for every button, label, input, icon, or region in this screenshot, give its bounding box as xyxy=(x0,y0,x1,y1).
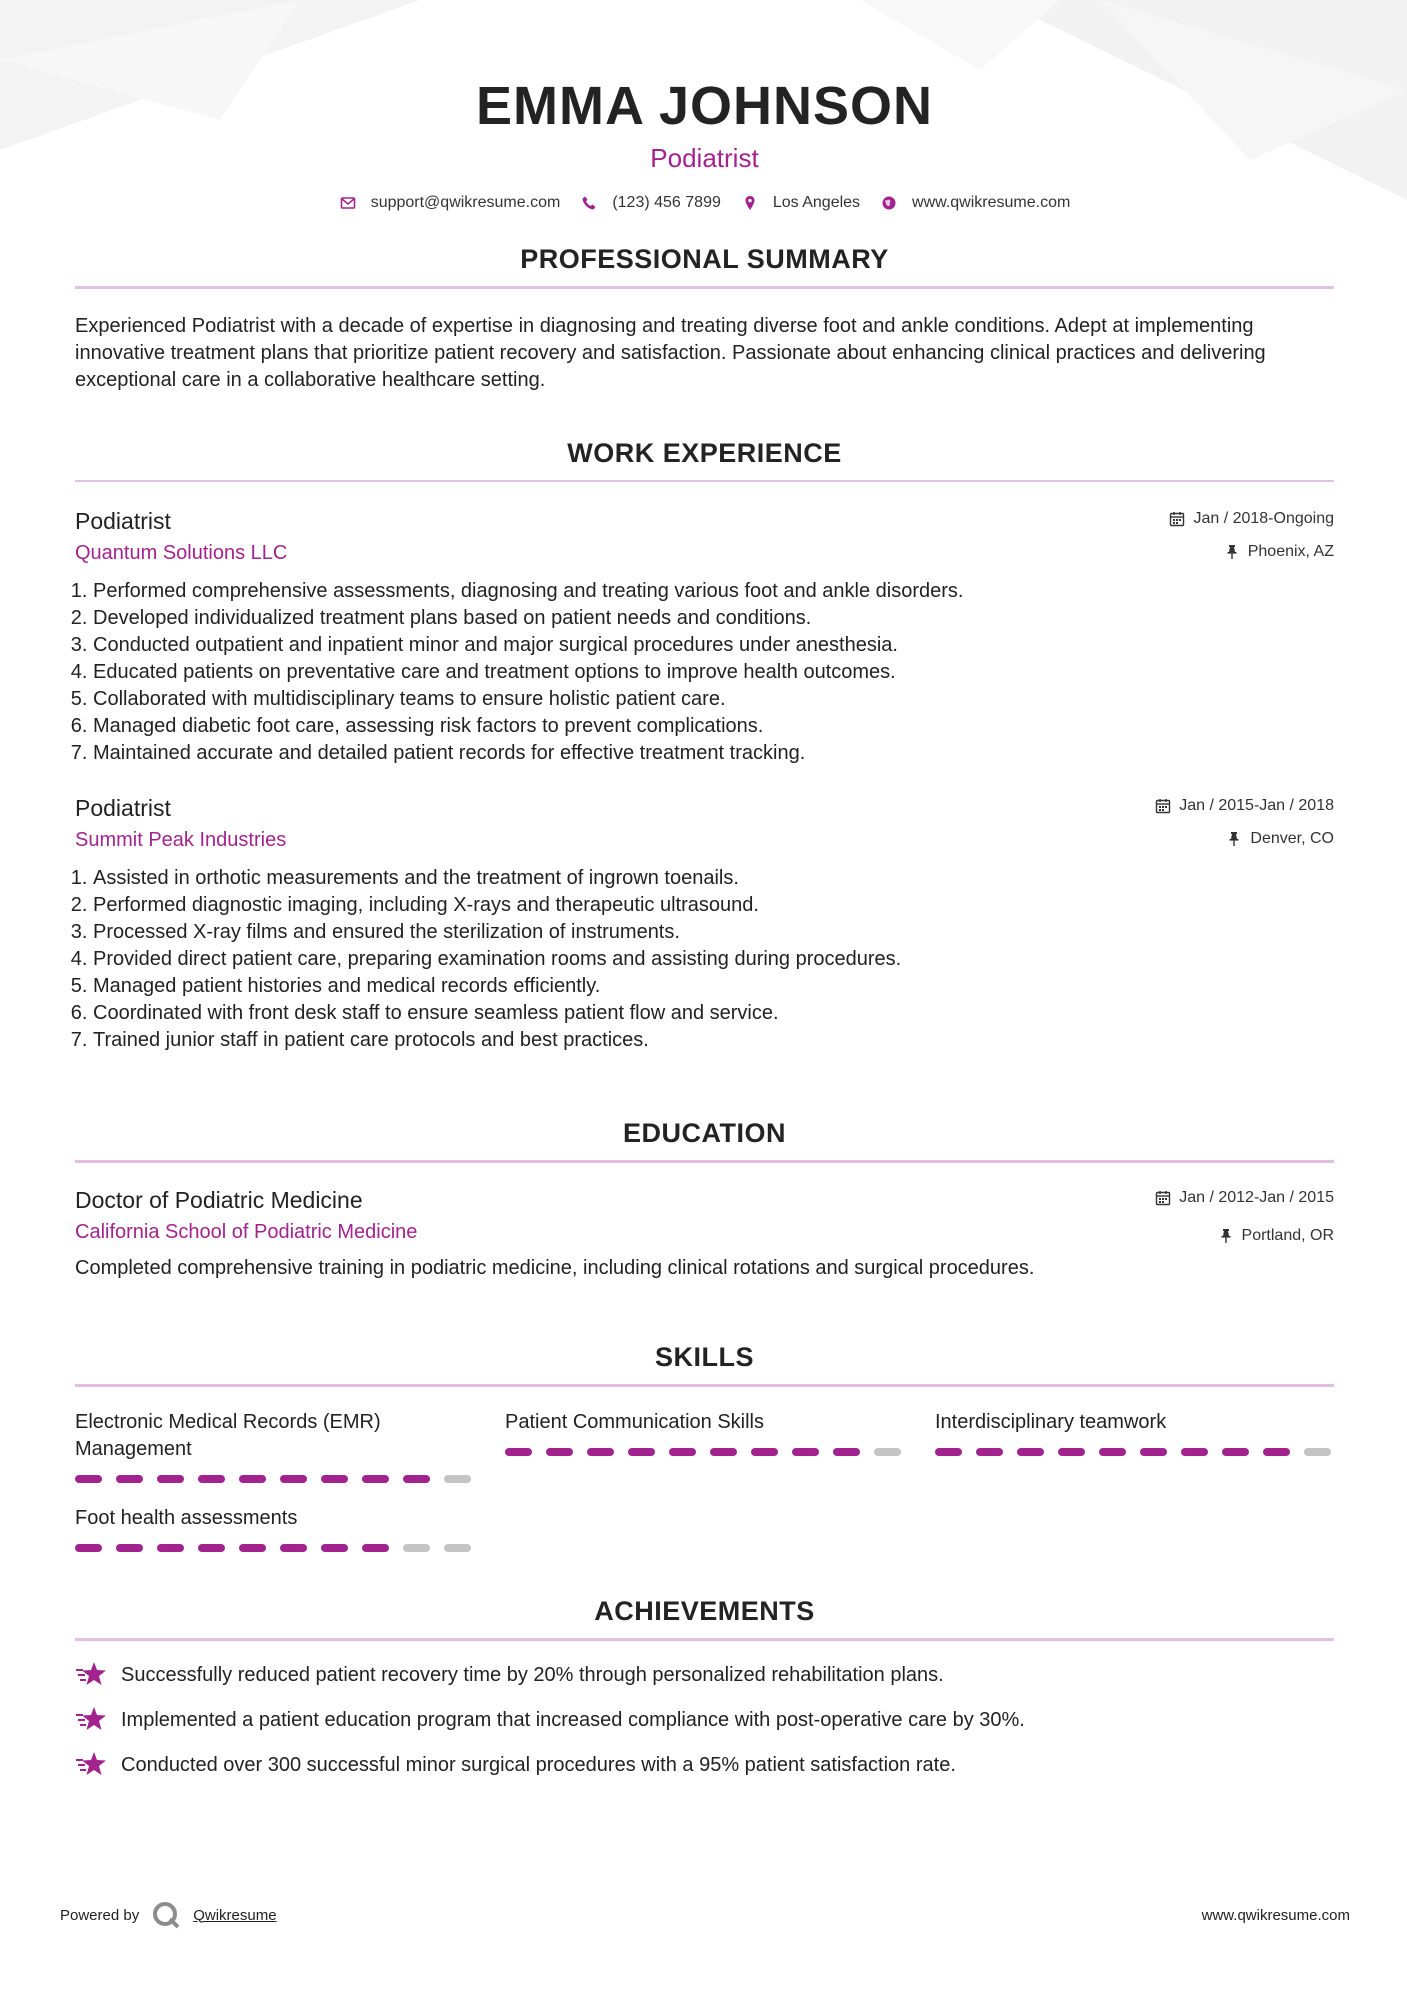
section-divider xyxy=(75,1160,1334,1163)
contact-website[interactable] xyxy=(880,194,1070,212)
skill-segment-filled xyxy=(321,1544,348,1552)
skill-segment-filled xyxy=(1263,1448,1290,1456)
skill-segment-filled xyxy=(157,1544,184,1552)
achievements-list xyxy=(75,1661,1334,1779)
candidate-title: Podiatrist xyxy=(650,143,759,173)
skill-segment-filled xyxy=(1099,1448,1126,1456)
skill-level-bar xyxy=(75,1475,475,1483)
duty-item: 6. Managed diabetic foot care, assessing risk factors to prevent complications. xyxy=(93,713,1334,740)
skill-segment-filled xyxy=(710,1448,737,1456)
calendar-icon xyxy=(1155,1190,1171,1206)
section-title: PROFESSIONAL SUMMARY xyxy=(520,244,889,274)
skill-segment-filled xyxy=(669,1448,696,1456)
job-dates xyxy=(1155,793,1334,819)
powered-by-label: Powered by xyxy=(60,1906,140,1924)
star-icon xyxy=(75,1661,107,1689)
section-title: SKILLS xyxy=(654,1342,754,1372)
page-footer xyxy=(60,1900,1350,1930)
skill-name: Foot health assessments xyxy=(75,1507,298,1529)
brand-link[interactable]: Qwikresume xyxy=(193,1906,277,1924)
achievement-text: Conducted over 300 successful minor surgical procedures with a 95% patient satisfaction rate. xyxy=(121,1753,956,1776)
job-duties xyxy=(75,865,1334,1054)
contact-phone[interactable] xyxy=(580,194,721,212)
skill-item xyxy=(935,1409,1335,1483)
education-entry xyxy=(75,1185,1334,1282)
job-company: Quantum Solutions LLC xyxy=(75,542,288,564)
calendar-icon xyxy=(1155,798,1171,814)
skills-section xyxy=(75,1340,1334,1552)
duty-item: 5. Collaborated with multidisciplinary teams to ensure holistic patient care. xyxy=(93,686,1334,713)
skill-segment-filled xyxy=(157,1475,184,1483)
skill-segment-filled xyxy=(403,1475,430,1483)
skill-segment-filled xyxy=(198,1475,225,1483)
job-location xyxy=(1169,539,1334,565)
pushpin-icon xyxy=(1226,831,1242,847)
job-dates xyxy=(1169,506,1334,532)
section-title: EDUCATION xyxy=(623,1118,786,1148)
skill-segment-filled xyxy=(628,1448,655,1456)
contact-phone-text: (123) 456 7899 xyxy=(612,194,721,211)
skill-segment-filled xyxy=(1222,1448,1249,1456)
section-divider xyxy=(75,480,1334,482)
skill-level-bar xyxy=(505,1448,905,1456)
achievement-item xyxy=(75,1751,1334,1779)
skill-segment-filled xyxy=(751,1448,778,1456)
skill-segment-filled xyxy=(935,1448,962,1456)
achievement-item xyxy=(75,1661,1334,1689)
footer-website-link[interactable]: www.qwikresume.com xyxy=(1201,1906,1350,1924)
duty-item: 7. Maintained accurate and detailed patient records for effective treatment tracking. xyxy=(93,740,1334,767)
education-dates-text: Jan / 2012-Jan / 2015 xyxy=(1179,1189,1334,1206)
skill-segment-filled xyxy=(280,1475,307,1483)
skill-item xyxy=(75,1505,475,1552)
achievement-item xyxy=(75,1706,1334,1734)
achievements-section xyxy=(75,1594,1334,1779)
duty-item: 2. Performed diagnostic imaging, including X-rays and therapeutic ultrasound. xyxy=(93,892,1334,919)
section-title: ACHIEVEMENTS xyxy=(594,1596,815,1626)
skill-name: Electronic Medical Records (EMR) Management xyxy=(75,1411,381,1460)
skill-segment-filled xyxy=(1058,1448,1085,1456)
pushpin-icon xyxy=(1224,544,1240,560)
star-icon xyxy=(75,1706,107,1734)
achievement-text: Implemented a patient education program that increased compliance with post-operative care by 30%. xyxy=(121,1708,1025,1731)
job-meta xyxy=(1155,793,1334,852)
duty-item: 3. Processed X-ray films and ensured the sterilization of instruments. xyxy=(93,919,1334,946)
job-dates-text: Jan / 2018-Ongoing xyxy=(1193,510,1334,527)
job-location-text: Phoenix, AZ xyxy=(1247,543,1334,560)
skill-segment-filled xyxy=(75,1475,102,1483)
job-duties xyxy=(75,578,1334,767)
section-divider xyxy=(75,1638,1334,1641)
job-location-text: Denver, CO xyxy=(1250,830,1334,847)
experience-section xyxy=(75,436,1334,1054)
section-title: WORK EXPERIENCE xyxy=(567,438,842,468)
skill-segment-filled xyxy=(75,1544,102,1552)
section-divider xyxy=(75,286,1334,289)
skill-name: Interdisciplinary teamwork xyxy=(935,1411,1167,1433)
duty-item: 2. Developed individualized treatment plans based on patient needs and conditions. xyxy=(93,605,1334,632)
skill-segment-filled xyxy=(1017,1448,1044,1456)
job-role: Podiatrist xyxy=(75,508,171,534)
school-name: California School of Podiatric Medicine xyxy=(75,1221,418,1243)
duty-item: 4. Educated patients on preventative care and treatment options to improve health outcomes. xyxy=(93,659,1334,686)
map-pin-icon xyxy=(741,194,759,212)
duty-item: 4. Provided direct patient care, preparing examination rooms and assisting during procedures. xyxy=(93,946,1334,973)
globe-icon xyxy=(880,194,898,212)
skill-segment-filled xyxy=(198,1544,225,1552)
education-location xyxy=(1155,1223,1334,1249)
candidate-name: EMMA JOHNSON xyxy=(475,76,934,136)
skill-segment-filled xyxy=(321,1475,348,1483)
skill-name: Patient Communication Skills xyxy=(505,1411,764,1433)
job-location xyxy=(1155,826,1334,852)
pushpin-icon xyxy=(1218,1228,1234,1244)
degree-name: Doctor of Podiatric Medicine xyxy=(75,1187,363,1213)
skill-level-bar xyxy=(75,1544,475,1552)
skill-segment-filled xyxy=(587,1448,614,1456)
job-company: Summit Peak Industries xyxy=(75,829,287,851)
skill-segment-filled xyxy=(280,1544,307,1552)
skill-segment-empty xyxy=(444,1544,471,1552)
contact-email[interactable] xyxy=(339,194,561,212)
skill-segment-filled xyxy=(1140,1448,1167,1456)
contact-location xyxy=(741,194,860,212)
duty-item: 1. Assisted in orthotic measurements and the treatment of ingrown toenails. xyxy=(93,865,1334,892)
skills-grid xyxy=(75,1409,1334,1552)
skill-segment-filled xyxy=(546,1448,573,1456)
skill-segment-filled xyxy=(116,1475,143,1483)
skill-segment-filled xyxy=(362,1475,389,1483)
skill-segment-filled xyxy=(833,1448,860,1456)
envelope-icon xyxy=(339,194,357,212)
duty-item: 5. Managed patient histories and medical records efficiently. xyxy=(93,973,1334,1000)
skill-segment-filled xyxy=(116,1544,143,1552)
skill-segment-filled xyxy=(362,1544,389,1552)
duty-item: 3. Conducted outpatient and inpatient minor and major surgical procedures under anesthesia. xyxy=(93,632,1334,659)
education-location-text: Portland, OR xyxy=(1241,1227,1334,1244)
duty-item: 1. Performed comprehensive assessments, diagnosing and treating various foot and ankle disorders. xyxy=(93,578,1334,605)
powered-by xyxy=(60,1900,277,1930)
star-icon xyxy=(75,1751,107,1779)
duty-item: 6. Coordinated with front desk staff to ensure seamless patient flow and service. xyxy=(93,1000,1334,1027)
skill-segment-filled xyxy=(1181,1448,1208,1456)
education-meta xyxy=(1155,1185,1334,1249)
job-role: Podiatrist xyxy=(75,795,171,821)
job-entry xyxy=(75,506,1334,767)
skill-segment-filled xyxy=(239,1544,266,1552)
education-section xyxy=(75,1116,1334,1282)
calendar-icon xyxy=(1169,511,1185,527)
resume-header xyxy=(75,0,1334,212)
skill-segment-empty xyxy=(403,1544,430,1552)
summary-text: Experienced Podiatrist with a decade of expertise in diagnosing and treating diverse foot and ankle conditions. Adept at implementing innovative treatment plans that prioritize patient recovery and satisfaction. Passionate about enhancing clinical practices and delivering exceptional care in a collaborative healthcare setting. xyxy=(75,315,1266,391)
skill-segment-filled xyxy=(239,1475,266,1483)
duty-item: 7. Trained junior staff in patient care protocols and best practices. xyxy=(93,1027,1334,1054)
achievement-text: Successfully reduced patient recovery time by 20% through personalized rehabilitation plans. xyxy=(121,1663,944,1686)
contact-email-text: support@qwikresume.com xyxy=(370,194,561,211)
qwikresume-logo-icon xyxy=(151,1900,181,1930)
skill-segment-empty xyxy=(444,1475,471,1483)
contact-location-text: Los Angeles xyxy=(772,194,861,211)
skill-segment-empty xyxy=(874,1448,901,1456)
skill-item xyxy=(505,1409,905,1483)
job-meta xyxy=(1169,506,1334,565)
skill-segment-filled xyxy=(976,1448,1003,1456)
phone-icon xyxy=(580,194,598,212)
job-entry xyxy=(75,793,1334,1054)
summary-section xyxy=(75,242,1334,394)
contact-website-text: www.qwikresume.com xyxy=(912,194,1071,211)
resume-page xyxy=(75,0,1334,1796)
section-divider xyxy=(75,1384,1334,1387)
skill-segment-filled xyxy=(792,1448,819,1456)
skill-level-bar xyxy=(935,1448,1335,1456)
contact-bar xyxy=(75,194,1334,212)
education-description: Completed comprehensive training in podiatric medicine, including clinical rotations and surgical procedures. xyxy=(75,1257,1035,1279)
job-dates-text: Jan / 2015-Jan / 2018 xyxy=(1179,797,1334,814)
skill-item xyxy=(75,1409,475,1483)
skill-segment-filled xyxy=(505,1448,532,1456)
education-dates xyxy=(1155,1185,1334,1211)
skill-segment-empty xyxy=(1304,1448,1331,1456)
